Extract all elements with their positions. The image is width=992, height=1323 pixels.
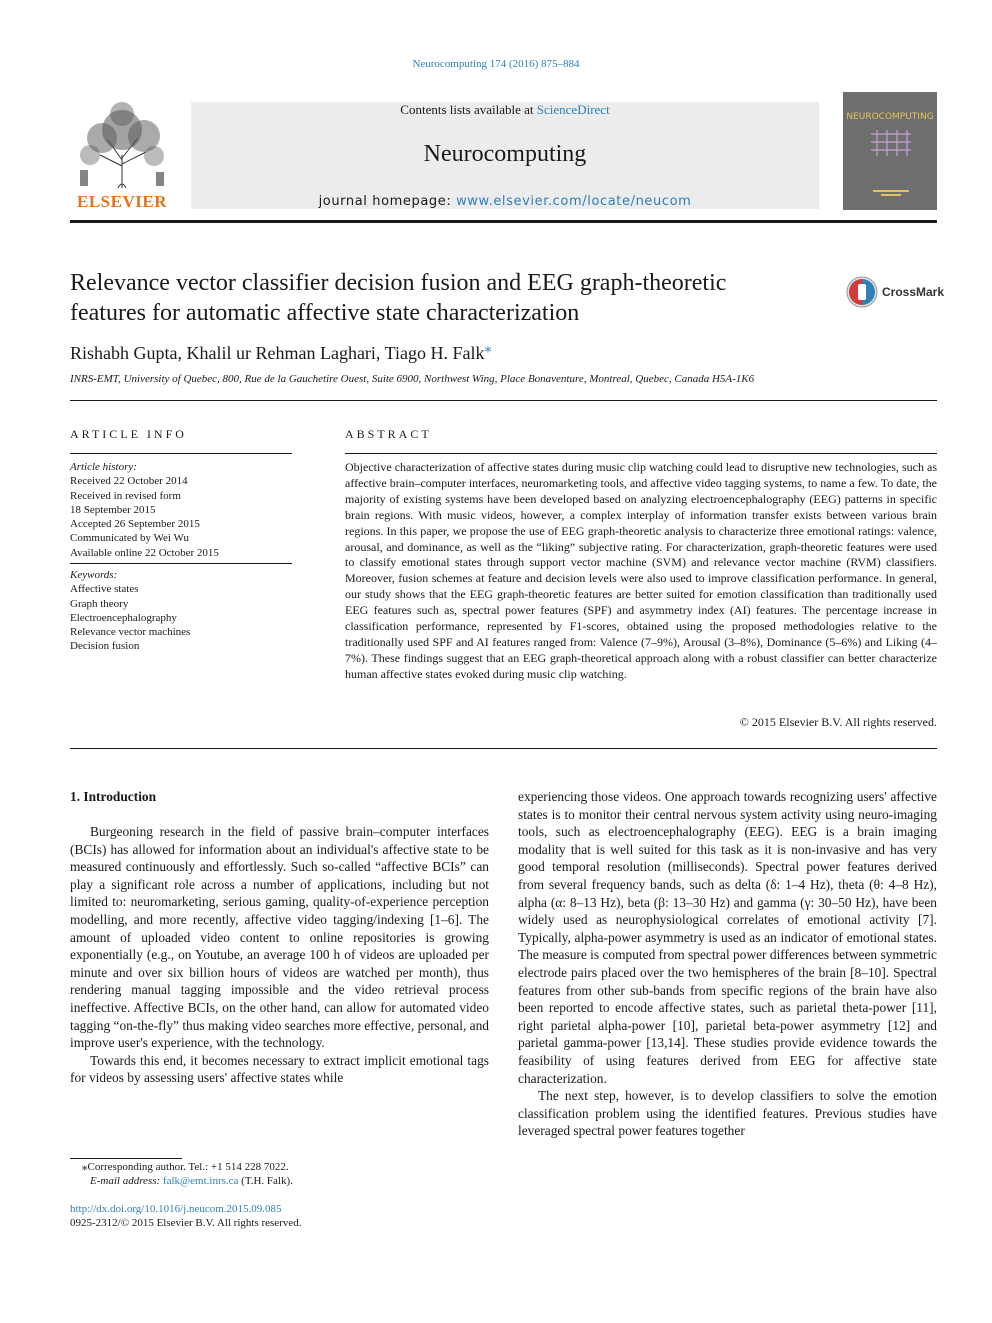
history-item: Communicated by Wei Wu	[70, 532, 189, 545]
keyword: Electroencephalography	[70, 611, 177, 624]
corresponding-author-mark[interactable]: ⁎	[484, 341, 492, 356]
affiliation: INRS-EMT, University of Quebec, 800, Rue de la Gauchetire Ouest, Suite 6900, Northwest Wing, Place Bonaventure, Montreal, Quebec, Canada H5A-1K6	[70, 373, 755, 385]
journal-reference[interactable]: Neurocomputing 174 (2016) 875–884	[412, 58, 580, 70]
abstract-heading: ABSTRACT	[345, 427, 432, 441]
body-column-right	[518, 788, 937, 1140]
keywords	[70, 568, 292, 654]
cover-publisher-mark-icon	[873, 188, 909, 198]
crossmark-label: CrossMark	[882, 285, 945, 299]
history-item: Received in revised form	[70, 489, 181, 502]
crossmark-icon	[846, 276, 878, 308]
article-title	[70, 268, 830, 328]
email-link[interactable]: falk@emt.inrs.ca	[162, 1175, 239, 1187]
cover-title: NEUROCOMPUTING	[846, 112, 934, 122]
history-item: 18 September 2015	[70, 503, 156, 516]
keyword: Affective states	[70, 583, 139, 596]
crossmark-badge[interactable]	[846, 276, 945, 308]
paragraph: Towards this end, it becomes necessary to extract implicit emotional tags for videos by assessing users' affective states while	[70, 1052, 489, 1086]
title-rule	[70, 400, 937, 401]
body-column-left	[70, 823, 489, 1087]
cover-grid-icon	[871, 130, 911, 156]
keyword: Decision fusion	[70, 640, 140, 653]
section-heading-introduction: 1. Introduction	[70, 789, 157, 804]
history-item: Accepted 26 September 2015	[70, 518, 200, 531]
email-label: E-mail address:	[90, 1175, 163, 1187]
header-rule	[70, 220, 937, 223]
title-line-2: features for automatic affective state characterization	[70, 300, 580, 326]
authors: Rishabh Gupta, Khalil ur Rehman Laghari, Tiago H. Falk	[70, 343, 485, 363]
history-label: Article history:	[70, 461, 137, 473]
history-item: Available online 22 October 2015	[70, 546, 219, 559]
email-suffix: (T.H. Falk).	[238, 1175, 293, 1187]
abstract-text: Objective characterization of affective states during music clip watching could lead to disruptive new technologies, such as affective brain–computer interfaces, neuromarketing tools, and affective video tagging systems, to name a few. To date, the majority of existing systems have been developed based on analyzing electroencephalography (EEG) patterns in specific brain regions. With music videos, however, a complex interplay of information transfer exists between various brain regions. In this paper, we propose the use of EEG graph-theoretic analysis to characterize three emotional ratings: valence, arousal, and dominance, as well as the “liking” subjective rating. For characterization, graph-theoretic features were used to classify emotional states through support vector machine (SVM) and relevance vector machine (RVM) classifiers. Moreover, fusion schemes at feature and decision levels were also used to improve classification performance. In general, our study shows that the EEG graph-theoretic features are better suited for emotion classification than traditionally used EEG features such as, spectral power features (SPF) and asymmetry index (AI) features. The percentage increase in classification performance, represented by F1-scores, obtained using the proposed methodologies relative to the traditionally used SPF and AI features ranged from: Valence (7–9%), Arousal (3–8%), Dominance (5–6%) and Liking (4–7%). These findings suggest that an EEG graph-theoretical approach along with a robust classifier can better characterize human affective states evoked during music clip watching.	[345, 460, 937, 681]
contents-prefix: Contents lists available at	[400, 102, 537, 117]
paragraph: The next step, however, is to develop classifiers to solve the emotion classification problem using the identified features. Previous studies have leveraged spectral power features together	[518, 1088, 937, 1139]
keyword: Relevance vector machines	[70, 626, 191, 639]
keywords-rule	[70, 563, 292, 564]
email-footnote	[90, 1174, 510, 1188]
homepage-prefix: journal homepage:	[318, 194, 457, 209]
corresponding-author-footnote: ⁎Corresponding author. Tel.: +1 514 228 7022.	[82, 1161, 289, 1173]
paragraph: experiencing those videos. One approach towards recognizing users' affective states is to monitor their central nervous system activity using neuro-imaging tools, such as electroencephalography (EEG). EEG is a brain imaging modality that is well suited for this task as it is non-invasive and has very good temporal resolution (milliseconds). Spectral power features derived from several frequency bands, such as delta (δ: 1–4 Hz), theta (θ: 4–8 Hz), alpha (α: 8–13 Hz), beta (β: 13–30 Hz) and gamma (γ: 30–50 Hz), have been widely used as neurophysiological correlates of emotional activity [7]. Typically, alpha-power asymmetry is used as an indicator of emotional states. The measure is computed from spectral power differences between symmetric electrode pairs placed over the two hemispheres of the brain [8–10]. Spectral features from other sub-bands from specific regions of the brain have also been reported to encode affective states, such as parietal theta-power [11], right parietal alpha-power [10], parietal beta-power asymmetry [12] and parietal gamma-power [13,14]. These studies provide evidence towards the feasibility of using features derived from EEG for affective state characterization.	[518, 789, 937, 1086]
footnote-rule	[70, 1158, 182, 1159]
keyword: Graph theory	[70, 597, 129, 610]
title-line-1: Relevance vector classifier decision fusion and EEG graph-theoretic	[70, 270, 727, 296]
paragraph: Burgeoning research in the field of passive brain–computer interfaces (BCIs) has allowed for information about an individual's affective state to be measured continuously and effortlessly. Such so-called “affective BCIs” can play a significant role across a number of applications, including but not limited to: neuromarketing, serious gaming, quality-of-experience perception modelling, and more recently, affective video tagging/indexing [1–6]. The amount of uploaded video content to online repositories is growing exponentially (e.g., on Youtube, an average 100 h of videos are uploaded per minute and over six billion hours of videos are watched per month), thus rendering manual tagging impossible and the video retrieval process ineffective. Affective BCIs, on the other hand, can allow for automated video tagging “on-the-fly” thus making video searches more effective, personal, and improve user's experience, with the technology.	[70, 824, 489, 1051]
sciencedirect-link[interactable]: ScienceDirect	[536, 102, 610, 117]
doi-link[interactable]: http://dx.doi.org/10.1016/j.neucom.2015.09.085	[70, 1203, 282, 1215]
author-list	[70, 340, 491, 364]
journal-homepage	[191, 194, 819, 209]
issn-copyright: 0925-2312/© 2015 Elsevier B.V. All rights reserved.	[70, 1217, 302, 1229]
contents-available	[191, 102, 819, 118]
elsevier-wordmark: ELSEVIER	[77, 192, 167, 211]
history-item: Received 22 October 2014	[70, 475, 188, 488]
abstract-copyright: © 2015 Elsevier B.V. All rights reserved.	[739, 715, 937, 729]
keywords-label: Keywords:	[70, 569, 118, 581]
journal-cover[interactable]	[843, 92, 937, 210]
article-info-heading: ARTICLE INFO	[70, 427, 187, 441]
abstract-bottom-rule	[70, 748, 937, 749]
article-history	[70, 460, 292, 560]
article-info-rule	[70, 453, 292, 454]
journal-name: Neurocomputing	[423, 141, 587, 167]
abstract-rule	[345, 453, 937, 454]
homepage-link[interactable]: www.elsevier.com/locate/neucom	[456, 194, 692, 209]
